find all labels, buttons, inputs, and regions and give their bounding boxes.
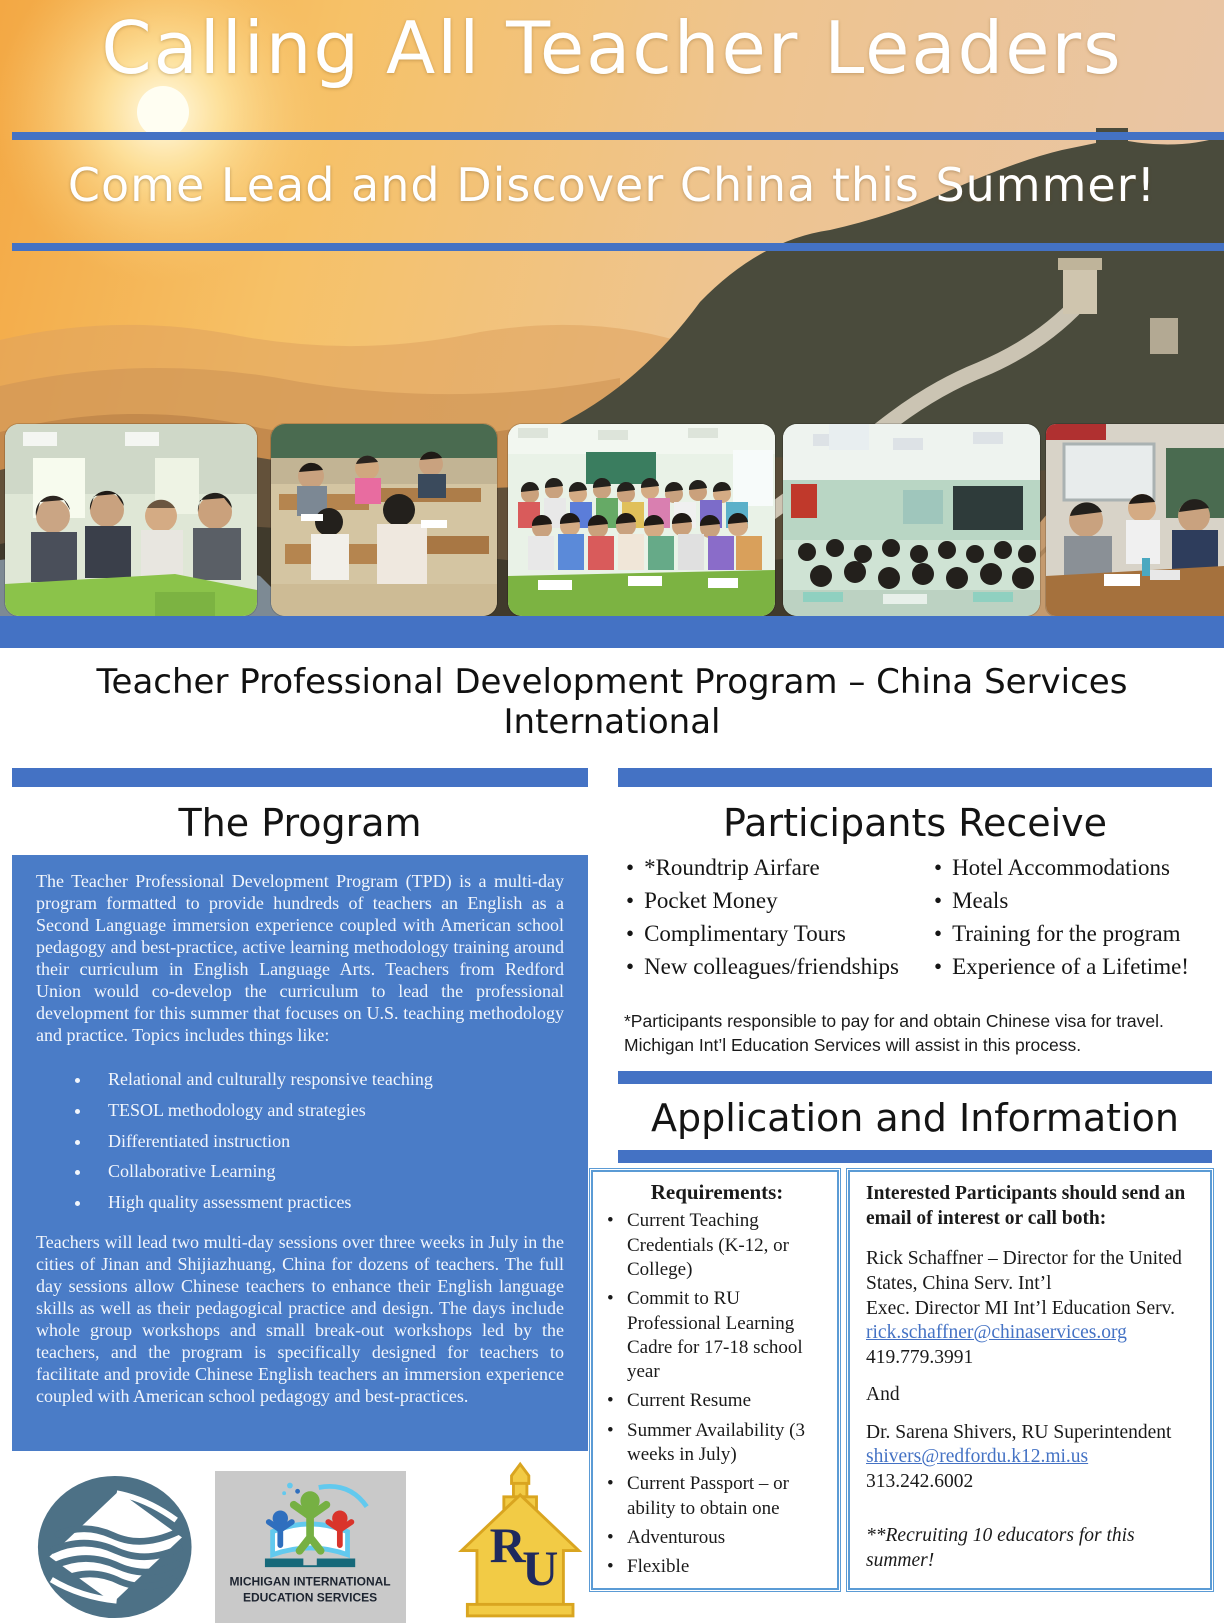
hero-banner: [0, 0, 1224, 616]
section-divider-band: [0, 616, 1224, 648]
benefit-item: [626, 855, 934, 881]
bullet-icon: •: [607, 1288, 614, 1310]
requirement-label: Commit to RU Professional Learning Cadre for 17-18 school year: [627, 1288, 803, 1383]
requirement-label: Current Teaching Credentials (K-12, or College): [627, 1210, 789, 1280]
requirements-box: [591, 1170, 839, 1590]
benefit-item: [626, 888, 934, 914]
classroom-photo-3: [508, 424, 775, 616]
visa-note: [624, 1010, 1212, 1057]
email-link-shivers[interactable]: shivers@redfordu.k12.mi.us: [866, 1446, 1089, 1468]
visa-note-line1: *Participants responsible to pay for and obtain Chinese visa for travel.: [624, 1011, 1164, 1031]
page-title: Calling All Teacher Leaders: [101, 6, 1123, 90]
classroom-photo-strip: [0, 424, 1224, 616]
waves-globe-icon: [36, 1471, 193, 1623]
benefit-label: Pocket Money: [644, 888, 778, 913]
requirements-list: [607, 1209, 827, 1579]
bullet-icon: •: [607, 1556, 614, 1578]
participants-benefits-list: [626, 855, 1212, 980]
china-services-international-logo: [36, 1471, 193, 1623]
program-paragraph-1: The Teacher Professional Development Program (TPD) is a multi-day program formatted to provide hundreds of teachers an English as a Second Language immersion experience coupled with American school pedagogy and best-practice, active learning methodology training around their curriculum in English Language Arts. Teachers from Redford Union would co-develop the curriculum to lead the professional development for this summer that focuses on U.S. teaching methodology and practice. Topics includes things like:: [36, 871, 564, 1045]
visa-note-line2: Michigan Int’l Education Services will assist in this process.: [624, 1034, 1082, 1055]
benefit-item: [934, 855, 1220, 881]
contact2-phone: 313.242.6002: [866, 1470, 974, 1492]
requirement-item: [607, 1472, 827, 1521]
list-item: • Differentiated instruction: [92, 1131, 564, 1153]
teachers-at-green-table-illustration: [5, 424, 257, 616]
email-link-rick[interactable]: rick.schaffner@chinaservices.org: [866, 1322, 1127, 1344]
program-section-bar: [12, 768, 588, 787]
requirement-item: [607, 1287, 827, 1384]
classroom-wide-view-illustration: [783, 424, 1040, 616]
participants-section-bar: [618, 768, 1212, 787]
requirement-item: [607, 1555, 827, 1579]
contact-connector: And: [866, 1384, 900, 1406]
program-heading: The Program: [178, 801, 422, 845]
program-tagline: Teacher Professional Development Program – China Services International: [96, 662, 1128, 742]
bullet-icon: •: [626, 855, 635, 880]
benefit-label: Training for the program: [952, 921, 1181, 946]
bullet-icon: •: [626, 921, 635, 946]
contact1-title: Rick Schaffner – Director for the United States, China Serv. Int’l: [866, 1248, 1182, 1294]
requirement-item: [607, 1209, 827, 1282]
bullet-icon: •: [934, 921, 943, 946]
benefit-label: Hotel Accommodations: [952, 855, 1170, 880]
bullet-icon: •: [607, 1390, 614, 1412]
bullet-icon: •: [934, 954, 943, 979]
benefit-label: New colleagues/friendships: [644, 954, 899, 979]
contact1-phone: 419.779.3991: [866, 1346, 974, 1368]
schoolhouse-icon: [452, 1459, 588, 1623]
benefit-label: Meals: [952, 888, 1009, 913]
list-item: • Collaborative Learning: [92, 1161, 564, 1183]
bullet-icon: •: [626, 954, 635, 979]
benefit-label: Complimentary Tours: [644, 921, 846, 946]
application-bar-top: [618, 1071, 1212, 1084]
participants-column: [607, 768, 1212, 1623]
title-divider-bar-top: [12, 132, 1224, 140]
benefit-item: [626, 921, 934, 947]
application-bar-bottom: [618, 1150, 1212, 1163]
list-item: • Relational and culturally responsive teaching: [92, 1069, 564, 1091]
bullet-icon: •: [934, 855, 943, 880]
requirement-item: [607, 1419, 827, 1468]
benefit-item: [934, 921, 1220, 947]
requirement-label: Adventurous: [627, 1527, 726, 1548]
bullet-icon: •: [934, 888, 943, 913]
program-paragraph-2: Teachers will lead two multi-day sessions over three weeks in July in the cities of Jinan and Shijiazhuang, China for dozens of teachers. The full day sessions allow Chinese teachers to enhance their English language skills as well as their pedagogical practice and design. The days include whole group workshops and small break-out workshops led by the teachers, and the program is specifically designed for teachers to facilitate and provide Chinese English teachers an immersion experience coupled with American school pedagogy and best-practices.: [36, 1232, 564, 1407]
redford-union-schoolhouse-logo: [452, 1459, 588, 1623]
contact-person-2: [866, 1421, 1198, 1495]
contact-box: [848, 1170, 1212, 1590]
contact-person-1: [866, 1247, 1198, 1370]
classroom-photo-1: [5, 424, 257, 616]
program-topic-list: [36, 1069, 564, 1215]
classroom-photo-5: [1046, 424, 1224, 616]
ru-logo-letter-r: R: [489, 1518, 526, 1574]
program-column: [12, 768, 588, 1623]
list-item: • High quality assessment practices: [92, 1192, 564, 1214]
contact1-title2: Exec. Director MI Int’l Education Serv.: [866, 1297, 1176, 1319]
application-heading: Application and Information: [651, 1096, 1179, 1141]
large-group-photo-illustration: [508, 424, 775, 616]
requirement-label: Flexible: [627, 1556, 690, 1578]
requirement-item: [607, 1389, 827, 1413]
bullet-icon: •: [607, 1210, 614, 1232]
michigan-international-education-services-logo: [215, 1471, 405, 1623]
teachers-collaborating-illustration: [1046, 424, 1224, 616]
list-item: • TESOL methodology and strategies: [92, 1100, 564, 1122]
bullet-icon: •: [607, 1527, 614, 1548]
contact2-title: Dr. Sarena Shivers, RU Superintendent: [866, 1421, 1172, 1443]
requirement-item: [607, 1526, 827, 1550]
benefit-item: [934, 954, 1220, 980]
benefit-label: *Roundtrip Airfare: [644, 855, 820, 880]
benefit-label: Experience of a Lifetime!: [952, 954, 1189, 979]
requirement-label: Current Resume: [627, 1390, 752, 1412]
bullet-icon: •: [607, 1473, 614, 1495]
bullet-icon: •: [626, 888, 635, 913]
partner-logos: [12, 1465, 588, 1623]
main-columns: [0, 768, 1224, 1623]
bullet-icon: •: [607, 1419, 614, 1441]
program-description-panel: [12, 855, 588, 1451]
classroom-photo-2: [271, 424, 497, 616]
recruiting-note: **Recruiting 10 educators for this summer!: [866, 1525, 1135, 1571]
requirement-label: Summer Availability (3 weeks in July): [627, 1419, 806, 1466]
teachers-working-at-desks-illustration: [271, 424, 497, 616]
requirement-label: Current Passport – or ability to obtain one: [627, 1473, 790, 1519]
benefit-item: [626, 954, 934, 980]
requirements-heading: Requirements:: [650, 1180, 784, 1205]
benefit-item: [934, 888, 1220, 914]
mies-logo-text-line2: EDUCATION SERVICES: [243, 1590, 378, 1605]
mies-logo-text-line1: MICHIGAN INTERNATIONAL: [230, 1574, 392, 1589]
application-boxes: [591, 1170, 1212, 1590]
classroom-photo-4: [783, 424, 1040, 616]
page-subtitle: Come Lead and Discover China this Summer!: [67, 158, 1157, 212]
title-divider-bar-bottom: [12, 243, 1224, 251]
mies-book-children-icon: [215, 1471, 405, 1623]
contact-heading: Interested Participants should send an email of interest or call both:: [866, 1183, 1186, 1229]
ru-logo-letter-u: U: [521, 1541, 559, 1597]
participants-heading: Participants Receive: [722, 801, 1108, 845]
